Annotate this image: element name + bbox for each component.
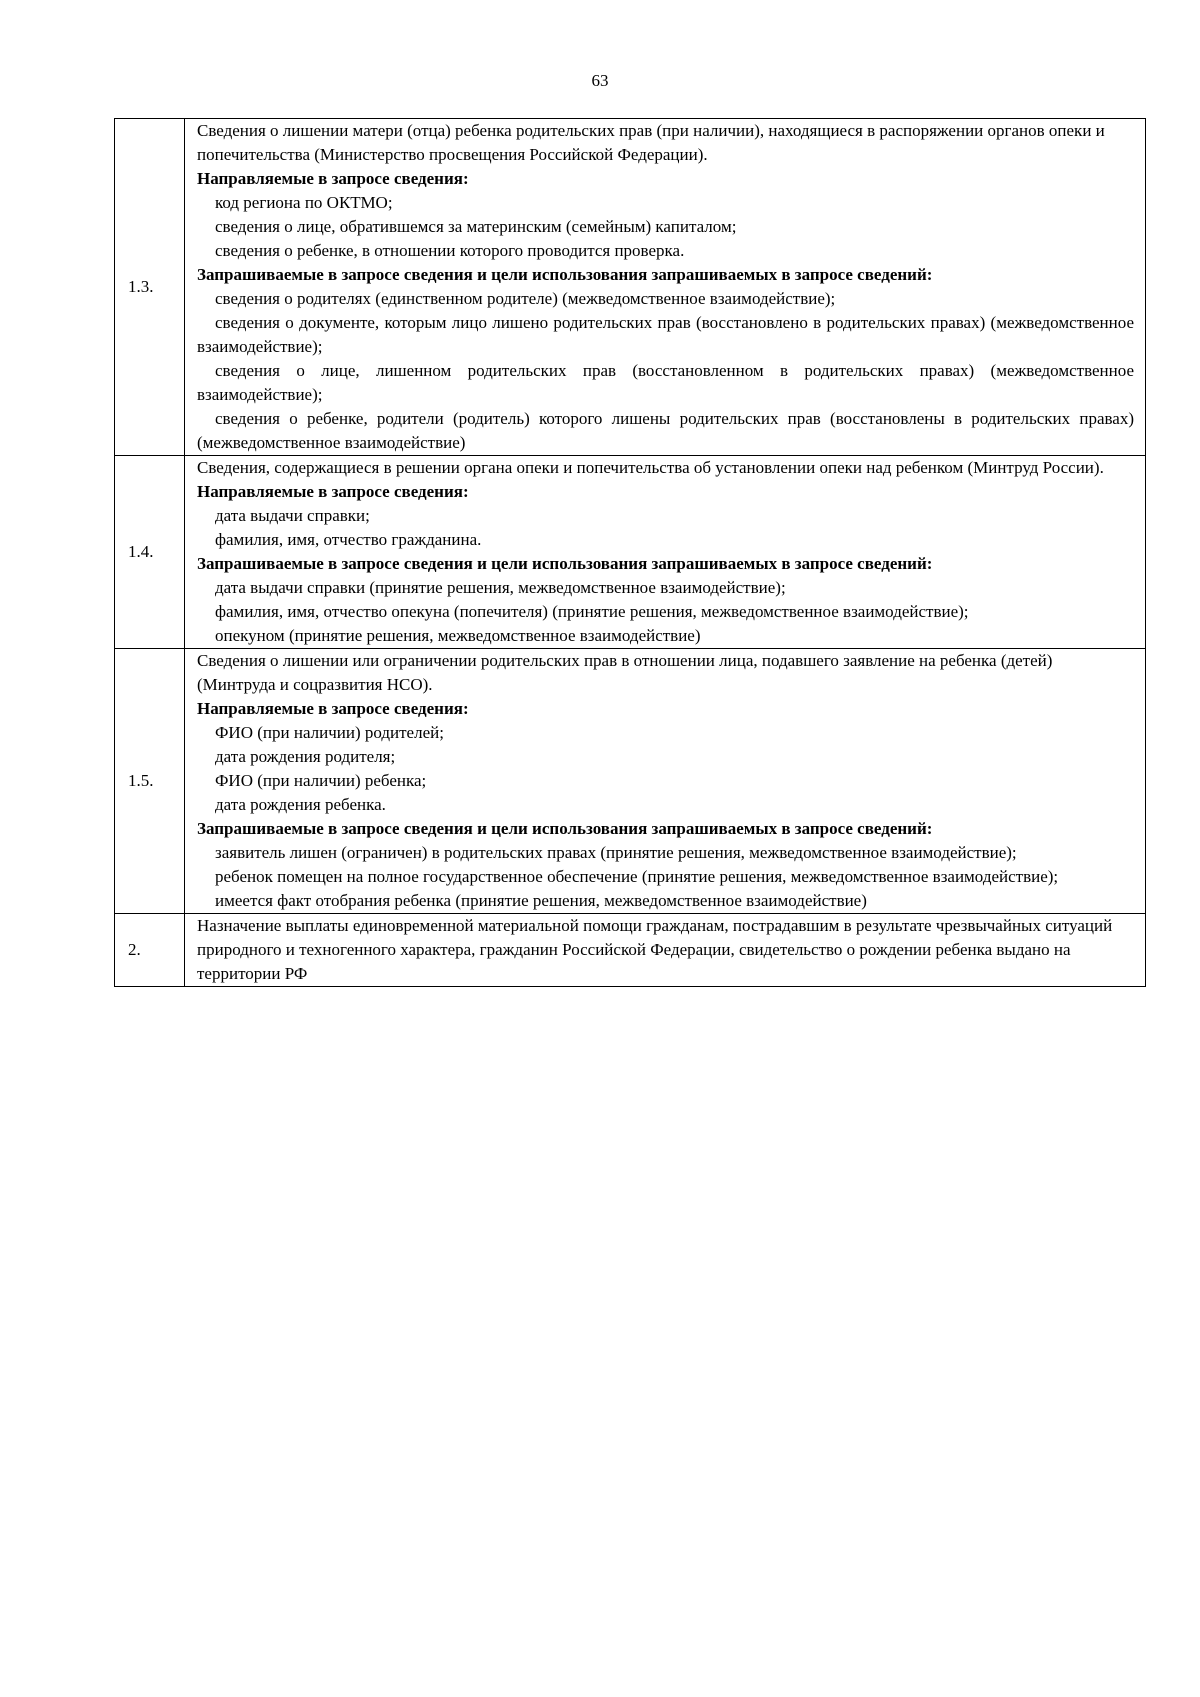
requested-heading: Запрашиваемые в запросе сведения и цели использования запрашиваемых в запросе сведений: bbox=[197, 554, 933, 573]
row-number: 1.4. bbox=[115, 456, 185, 649]
list-item: опекуном (принятие решения, межведомственное взаимодействие) bbox=[215, 626, 701, 645]
row-content bbox=[185, 914, 1146, 987]
list-item: фамилия, имя, отчество опекуна (попечителя) (принятие решения, межведомственное взаимодействие); bbox=[215, 602, 969, 621]
table-row bbox=[115, 649, 1146, 914]
list-item: дата рождения ребенка. bbox=[215, 795, 386, 814]
list-item: сведения о лице, обратившемся за материнским (семейным) капиталом; bbox=[215, 217, 737, 236]
row-number: 1.3. bbox=[115, 119, 185, 456]
list-item: сведения о документе, которым лицо лишено родительских прав (восстановлено в родительских правах) (межведомственное взаимодействие); bbox=[197, 313, 1134, 356]
row-number: 2. bbox=[115, 914, 185, 987]
list-item: дата выдачи справки; bbox=[215, 506, 370, 525]
list-item: ФИО (при наличии) родителей; bbox=[215, 723, 444, 742]
list-item: заявитель лишен (ограничен) в родительских правах (принятие решения, межведомственное взаимодействие); bbox=[215, 843, 1017, 862]
sent-heading: Направляемые в запросе сведения: bbox=[197, 482, 469, 501]
requested-heading: Запрашиваемые в запросе сведения и цели использования запрашиваемых в запросе сведений: bbox=[197, 819, 933, 838]
list-item: сведения о лице, лишенном родительских прав (восстановленном в родительских правах) (межведомственное взаимодействие); bbox=[197, 361, 1134, 404]
row-intro: Сведения о лишении или ограничении родительских прав в отношении лица, подавшего заявление на ребенка (детей) (Минтруда и соцразвития НСО). bbox=[197, 651, 1053, 694]
row-intro: Назначение выплаты единовременной материальной помощи гражданам, пострадавшим в результате чрезвычайных ситуаций природного и техногенного характера, гражданин Российской Федерации, свидетельство о рождении ребенка выдано на территории РФ bbox=[197, 916, 1113, 983]
list-item: фамилия, имя, отчество гражданина. bbox=[215, 530, 482, 549]
list-item: дата рождения родителя; bbox=[215, 747, 396, 766]
row-number: 1.5. bbox=[115, 649, 185, 914]
sent-heading: Направляемые в запросе сведения: bbox=[197, 699, 469, 718]
list-item: код региона по ОКТМО; bbox=[215, 193, 393, 212]
row-content bbox=[185, 119, 1146, 456]
sent-heading: Направляемые в запросе сведения: bbox=[197, 169, 469, 188]
list-item: сведения о ребенке, родители (родитель) которого лишены родительских прав (восстановлены в родительских правах) (межведомственное взаимодействие) bbox=[197, 409, 1134, 452]
row-intro: Сведения о лишении матери (отца) ребенка родительских прав (при наличии), находящиеся в распоряжении органов опеки и попечительства (Министерство просвещения Российской Федерации). bbox=[197, 121, 1105, 164]
row-intro: Сведения, содержащиеся в решении органа опеки и попечительства об установлении опеки над ребенком (Минтруд России). bbox=[197, 458, 1104, 477]
list-item: ребенок помещен на полное государственное обеспечение (принятие решения, межведомственное взаимодействие); bbox=[215, 867, 1059, 886]
table-row bbox=[115, 914, 1146, 987]
row-content bbox=[185, 456, 1146, 649]
row-content bbox=[185, 649, 1146, 914]
requested-heading: Запрашиваемые в запросе сведения и цели использования запрашиваемых в запросе сведений: bbox=[197, 265, 933, 284]
list-item: имеется факт отобрания ребенка (принятие решения, межведомственное взаимодействие) bbox=[215, 891, 867, 910]
table-row bbox=[115, 119, 1146, 456]
table-row bbox=[115, 456, 1146, 649]
list-item: сведения о родителях (единственном родителе) (межведомственное взаимодействие); bbox=[215, 289, 836, 308]
data-table bbox=[114, 118, 1146, 987]
list-item: ФИО (при наличии) ребенка; bbox=[215, 771, 427, 790]
page-number: 63 bbox=[591, 71, 609, 90]
list-item: дата выдачи справки (принятие решения, межведомственное взаимодействие); bbox=[215, 578, 786, 597]
list-item: сведения о ребенке, в отношении которого проводится проверка. bbox=[215, 241, 685, 260]
